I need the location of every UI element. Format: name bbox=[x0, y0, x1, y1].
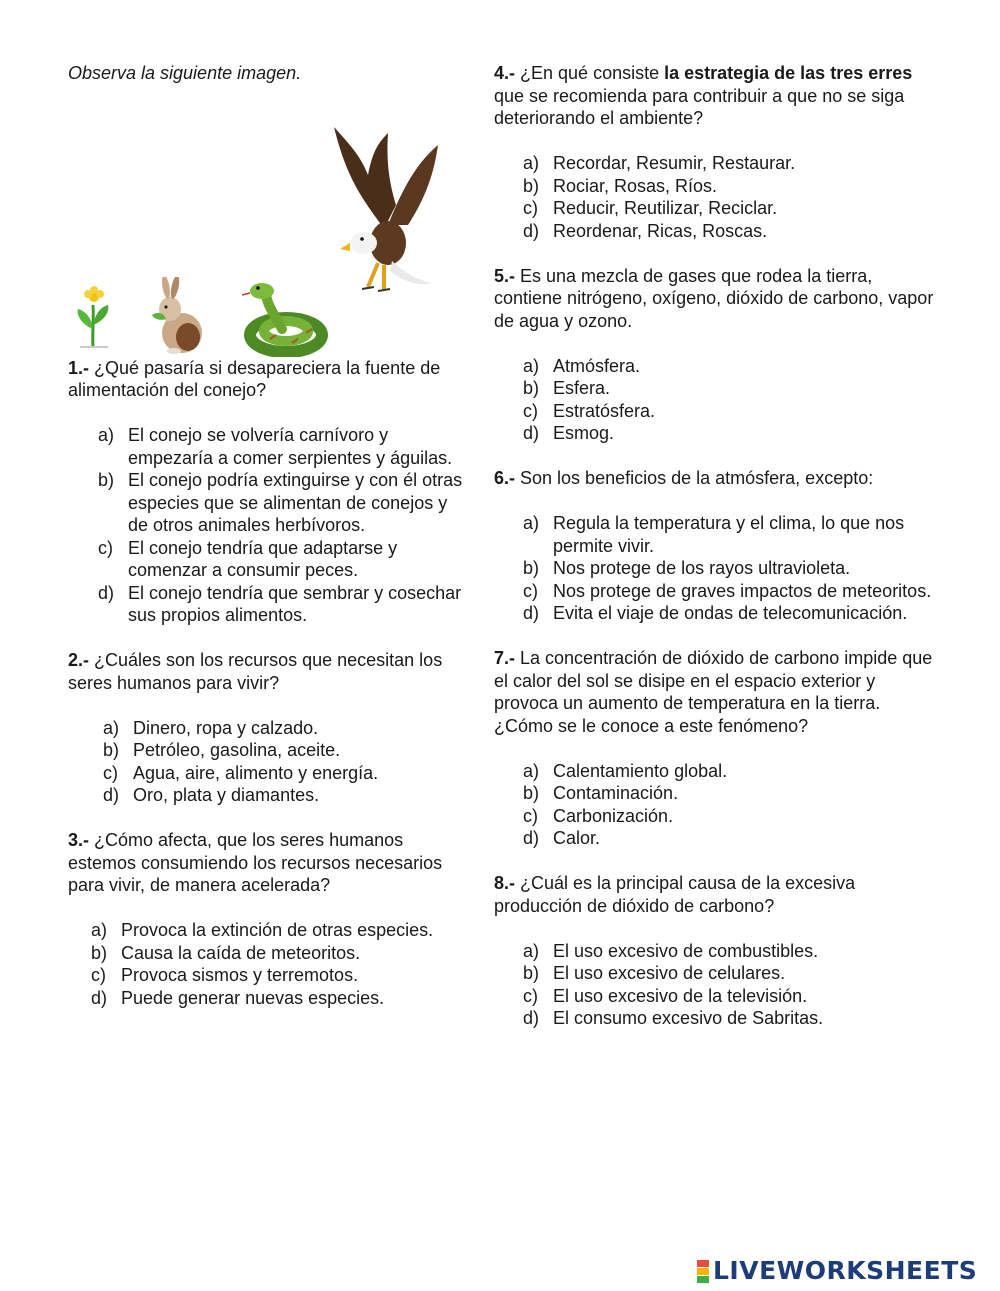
food-chain-illustration bbox=[68, 85, 468, 357]
option-text: Nos protege de graves impactos de meteoritos. bbox=[553, 580, 932, 601]
option-c[interactable]: c) Nos protege de graves impactos de meteoritos. bbox=[523, 580, 932, 601]
option-text: El uso excesivo de la televisión. bbox=[553, 985, 808, 1006]
option-text: Oro, plata y diamantes. bbox=[133, 785, 320, 805]
option-a[interactable]: a) Recordar, Resumir, Restaurar. bbox=[523, 153, 796, 173]
option-text: Provoca sismos y terremotos. bbox=[121, 965, 359, 985]
option-d[interactable]: d) Evita el viaje de ondas de telecomunicación. bbox=[523, 603, 908, 623]
option-text: Contaminación. bbox=[553, 783, 679, 803]
options-list bbox=[68, 919, 468, 1009]
flower-plant-image bbox=[70, 285, 116, 349]
rabbit-image bbox=[148, 277, 208, 357]
option-text: Nos protege de los rayos ultravioleta. bbox=[553, 558, 851, 578]
question-number: 5.- bbox=[494, 265, 516, 286]
option-text: El conejo tendría que adaptarse y comenzar a consumir peces. bbox=[128, 537, 398, 580]
option-d[interactable]: d) El consumo excesivo de Sabritas. bbox=[523, 1008, 824, 1028]
logo-blocks-icon bbox=[697, 1260, 709, 1283]
right-column bbox=[494, 62, 934, 1030]
logo-block bbox=[697, 1268, 709, 1275]
liveworksheets-logo[interactable] bbox=[697, 1255, 977, 1287]
option-c[interactable]: c) Carbonización. bbox=[523, 805, 674, 826]
option-a[interactable]: a) El conejo se volvería carnívoro y empezaría a comer serpientes y águilas. bbox=[98, 424, 468, 469]
question-text: Es una mezcla de gases que rodea la tierra, contiene nitrógeno, oxígeno, dióxido de carbono, vapor de agua y ozono. bbox=[494, 265, 934, 331]
options-list bbox=[68, 717, 468, 807]
option-b[interactable]: b) Esfera. bbox=[523, 378, 611, 398]
option-text: Calentamiento global. bbox=[553, 760, 728, 781]
question-number: 4.- bbox=[494, 63, 516, 83]
question-number: 8.- bbox=[494, 873, 516, 893]
option-b[interactable]: b) Petróleo, gasolina, aceite. bbox=[103, 740, 341, 760]
option-c[interactable]: c) Agua, aire, alimento y energía. bbox=[103, 762, 379, 783]
option-b[interactable]: b) El conejo podría extinguirse y con él otras especies que se alimentan de conejos y de otros animales herbívoros. bbox=[98, 469, 468, 537]
question-1 bbox=[68, 357, 468, 627]
options-list bbox=[68, 424, 468, 627]
option-a[interactable]: a) Atmósfera. bbox=[523, 355, 641, 376]
option-d[interactable]: d) Puede generar nuevas especies. bbox=[91, 987, 385, 1008]
option-a[interactable]: a) Dinero, ropa y calzado. bbox=[103, 717, 319, 738]
option-c[interactable]: c) Provoca sismos y terremotos. bbox=[91, 965, 359, 985]
options-list bbox=[494, 355, 934, 445]
option-text: Evita el viaje de ondas de telecomunicación. bbox=[553, 603, 908, 623]
option-d[interactable]: d) Esmog. bbox=[523, 423, 615, 443]
option-d[interactable]: d) Oro, plata y diamantes. bbox=[103, 785, 320, 805]
option-b[interactable]: b) El uso excesivo de celulares. bbox=[523, 963, 786, 983]
question-text-bold: la estrategia de las tres erres bbox=[664, 63, 913, 83]
snake-image bbox=[240, 277, 330, 357]
option-c[interactable]: c) Reducir, Reutilizar, Reciclar. bbox=[523, 198, 778, 218]
option-text: El conejo podría extinguirse y con él otras especies que se alimentan de conejos y de otros animales herbívoros. bbox=[128, 470, 463, 535]
question-text: ¿Qué pasaría si desapareciera la fuente de alimentación del conejo? bbox=[68, 357, 441, 400]
option-text: Esmog. bbox=[553, 423, 615, 443]
question-6 bbox=[494, 467, 934, 625]
option-text: El uso excesivo de combustibles. bbox=[553, 940, 819, 961]
logo-block bbox=[697, 1276, 709, 1283]
option-text: El consumo excesivo de Sabritas. bbox=[553, 1008, 824, 1028]
question-4 bbox=[494, 62, 934, 242]
option-b[interactable]: b) Contaminación. bbox=[523, 783, 679, 803]
question-number: 3.- bbox=[68, 830, 90, 850]
question-text: Son los beneficios de la atmósfera, excepto: bbox=[515, 468, 874, 488]
option-text: Atmósfera. bbox=[553, 355, 641, 376]
option-text: El uso excesivo de celulares. bbox=[553, 963, 786, 983]
option-text: Recordar, Resumir, Restaurar. bbox=[553, 153, 796, 173]
option-a[interactable]: a) Regula la temperatura y el clima, lo que nos permite vivir. bbox=[523, 512, 934, 557]
option-b[interactable]: b) Rociar, Rosas, Ríos. bbox=[523, 175, 718, 196]
question-5 bbox=[494, 265, 934, 445]
options-list bbox=[494, 760, 934, 850]
option-text: Estratósfera. bbox=[553, 400, 656, 421]
option-b[interactable]: b) Nos protege de los rayos ultravioleta. bbox=[523, 558, 851, 578]
option-text: Reducir, Reutilizar, Reciclar. bbox=[553, 198, 778, 218]
option-d[interactable]: d) Calor. bbox=[523, 828, 601, 848]
left-column bbox=[68, 62, 468, 1009]
options-list bbox=[494, 940, 934, 1030]
eagle-image bbox=[328, 125, 440, 307]
option-text: Puede generar nuevas especies. bbox=[121, 987, 385, 1008]
option-text: El conejo tendría que sembrar y cosechar sus propios alimentos. bbox=[128, 582, 462, 625]
question-number: 6.- bbox=[494, 468, 516, 488]
option-text: El conejo se volvería carnívoro y empezaría a comer serpientes y águilas. bbox=[128, 425, 453, 468]
logo-text: LIVEWORKSHEETS bbox=[713, 1255, 978, 1285]
option-text: Esfera. bbox=[553, 378, 611, 398]
option-c[interactable]: c) El uso excesivo de la televisión. bbox=[523, 985, 808, 1006]
option-text: Dinero, ropa y calzado. bbox=[133, 717, 319, 738]
options-list bbox=[494, 152, 934, 242]
question-2 bbox=[68, 649, 468, 807]
question-text: ¿Cuál es la principal causa de la excesiva producción de dióxido de carbono? bbox=[494, 873, 856, 916]
option-text: Agua, aire, alimento y energía. bbox=[133, 762, 379, 783]
option-text: Reordenar, Ricas, Roscas. bbox=[553, 220, 768, 241]
question-text-post: que se recomienda para contribuir a que no se siga deteriorando el ambiente? bbox=[494, 85, 905, 128]
question-3 bbox=[68, 829, 468, 1009]
question-number: 1.- bbox=[68, 357, 90, 378]
question-text: ¿Cómo afecta, que los seres humanos estemos consumiendo los recursos necesarios para vivir, de manera acelerada? bbox=[68, 830, 443, 895]
question-number: 2.- bbox=[68, 650, 90, 670]
option-a[interactable]: a) Calentamiento global. bbox=[523, 760, 728, 781]
option-a[interactable]: a) Provoca la extinción de otras especies. bbox=[91, 920, 434, 940]
option-text: Calor. bbox=[553, 828, 601, 848]
question-7 bbox=[494, 647, 934, 850]
option-d[interactable]: d) Reordenar, Ricas, Roscas. bbox=[523, 220, 768, 241]
option-d[interactable]: d) El conejo tendría que sembrar y cosechar sus propios alimentos. bbox=[98, 582, 468, 627]
option-text: Regula la temperatura y el clima, lo que nos permite vivir. bbox=[553, 513, 905, 556]
question-text-pre: ¿En qué consiste bbox=[515, 63, 665, 83]
question-text: ¿Cuáles son los recursos que necesitan los seres humanos para vivir? bbox=[68, 650, 443, 693]
intro-text: Observa la siguiente imagen. bbox=[68, 63, 302, 83]
option-b[interactable]: b) Causa la caída de meteoritos. bbox=[91, 942, 361, 963]
logo-block bbox=[697, 1260, 709, 1267]
option-c[interactable]: c) El conejo tendría que adaptarse y comenzar a consumir peces. bbox=[98, 537, 468, 582]
question-number: 7.- bbox=[494, 648, 516, 668]
option-a[interactable]: a) El uso excesivo de combustibles. bbox=[523, 940, 819, 961]
question-8 bbox=[494, 872, 934, 1030]
option-text: Carbonización. bbox=[553, 805, 674, 826]
option-c[interactable]: c) Estratósfera. bbox=[523, 400, 656, 421]
question-text: La concentración de dióxido de carbono impide que el calor del sol se disipe en el espacio exterior y provoca un aumento de temperatura en la tierra. ¿Cómo se le conoce a este fenómeno? bbox=[494, 648, 933, 736]
option-text: Causa la caída de meteoritos. bbox=[121, 942, 361, 963]
option-text: Petróleo, gasolina, aceite. bbox=[133, 740, 341, 760]
option-text: Rociar, Rosas, Ríos. bbox=[553, 175, 718, 196]
options-list bbox=[494, 512, 934, 625]
option-text: Provoca la extinción de otras especies. bbox=[121, 920, 434, 940]
